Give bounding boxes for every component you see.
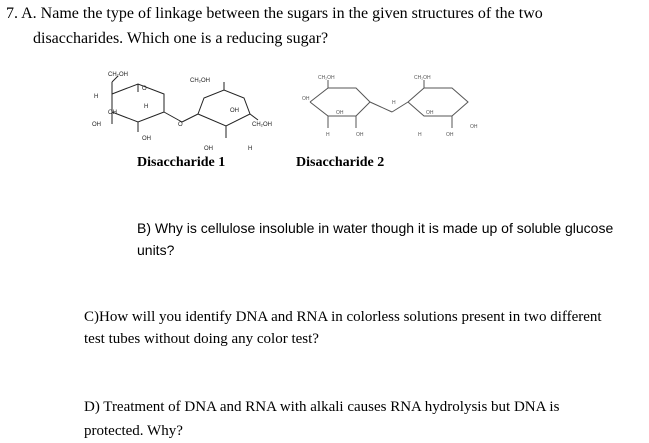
struct1-label-oh2: OH: [92, 122, 101, 128]
struct2-label-h2: H: [326, 132, 330, 138]
disaccharide-1-structure: [86, 68, 286, 158]
struct1-label-oh5: OH: [204, 146, 213, 152]
struct1-label-h1: H: [94, 94, 99, 100]
disaccharide-2-label: Disaccharide 2: [296, 155, 385, 170]
struct2-label-oh3: OH: [356, 132, 364, 138]
question-b-line-2: units?: [137, 242, 175, 258]
struct2-label-oh6: OH: [446, 132, 454, 138]
question-b-line-1: B) Why is cellulose insoluble in water though it is made up of soluble glucose: [137, 220, 614, 236]
question-d-line-1: D) Treatment of DNA and RNA with alkali causes RNA hydrolysis but DNA is: [84, 399, 560, 415]
struct1-label-oh4: OH: [230, 108, 239, 114]
struct1-label-oh3: OH: [142, 136, 151, 142]
disaccharide-2-structure: [296, 72, 486, 152]
struct1-label-h3: H: [248, 146, 253, 152]
struct1-label-ch2oh-b: CH₂OH: [190, 78, 210, 84]
disaccharide-1-label: Disaccharide 1: [137, 155, 226, 170]
question-c-line-1: C)How will you identify DNA and RNA in colorless solutions present in two different: [84, 309, 602, 325]
struct2-label-oh2: OH: [336, 110, 344, 116]
question-d-line-2: protected. Why?: [84, 423, 183, 439]
struct1-label-o: O: [142, 86, 147, 92]
struct1-label-o2: O: [178, 122, 183, 128]
struct1-label-ch2oh-c: CH₂OH: [252, 122, 272, 128]
struct2-label-oh1: OH: [302, 96, 310, 102]
struct2-label-h1: H: [392, 100, 396, 106]
struct2-label-ch2oh-a: CH₂OH: [318, 75, 335, 81]
struct1-label-ch2oh-a: CH₂OH: [108, 72, 128, 78]
question-7-line-1: 7. A. Name the type of linkage between the sugars in the given structures of the two: [6, 5, 543, 22]
struct2-label-oh4: OH: [426, 110, 434, 116]
struct2-label-h3: H: [418, 132, 422, 138]
question-c-line-2: test tubes without doing any color test?: [84, 331, 319, 347]
struct2-label-ch2oh-b: CH₂OH: [414, 75, 431, 81]
question-7-line-2: disaccharides. Which one is a reducing sugar?: [33, 30, 329, 47]
struct1-label-oh1: OH: [108, 110, 117, 116]
struct1-label-h2: H: [144, 104, 149, 110]
struct2-label-oh5: OH: [470, 124, 478, 130]
